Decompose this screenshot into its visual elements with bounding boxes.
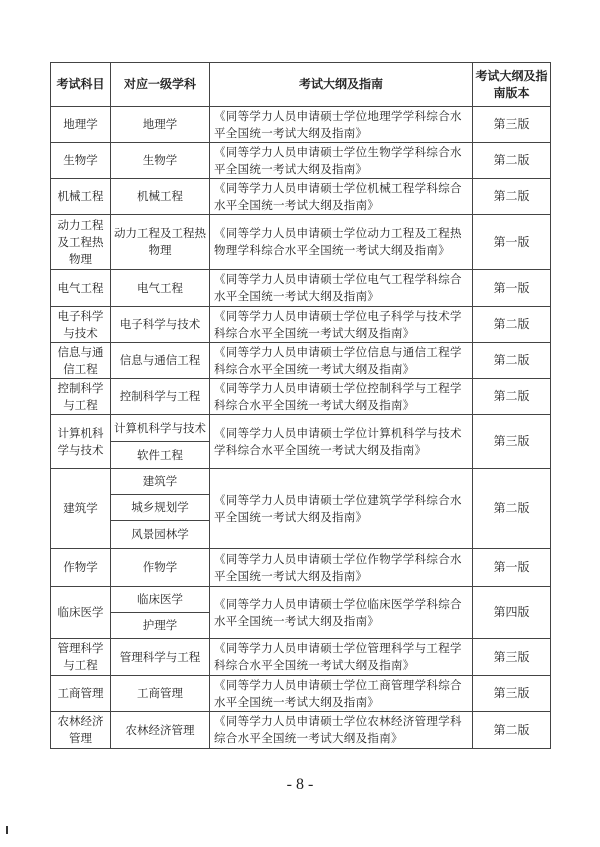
- outline-cell: 《同等学力人员申请硕士学位地理学学科综合水平全国统一考试大纲及指南》: [210, 107, 473, 143]
- version-cell: 第三版: [473, 415, 551, 469]
- discipline-cell: 地理学: [111, 107, 210, 143]
- subject-cell: 计算机科学与技术: [51, 415, 111, 469]
- table-row: [51, 587, 551, 613]
- page-number: - 8 -: [286, 776, 314, 793]
- subject-cell: 信息与通信工程: [51, 343, 111, 379]
- version-cell: 第二版: [473, 307, 551, 343]
- subject-cell: 建筑学: [51, 469, 111, 549]
- discipline-cell: 护理学: [111, 613, 210, 639]
- table-row: [51, 415, 551, 442]
- header-discipline: 对应一级学科: [111, 63, 210, 107]
- subject-cell: 工商管理: [51, 676, 111, 712]
- discipline-cell: 城乡规划学: [111, 495, 210, 521]
- discipline-cell: 管理科学与工程: [111, 639, 210, 676]
- table-row: [51, 676, 551, 712]
- version-cell: 第二版: [473, 469, 551, 549]
- outline-cell: 《同等学力人员申请硕士学位农林经济管理学科综合水平全国统一考试大纲及指南》: [210, 712, 473, 749]
- outline-cell: 《同等学力人员申请硕士学位控制科学与工程学科综合水平全国统一考试大纲及指南》: [210, 379, 473, 415]
- table-row: [51, 549, 551, 587]
- subject-cell: 临床医学: [51, 587, 111, 639]
- outline-cell: 《同等学力人员申请硕士学位管理科学与工程学科综合水平全国统一考试大纲及指南》: [210, 639, 473, 676]
- table-row: [51, 379, 551, 415]
- version-cell: 第三版: [473, 639, 551, 676]
- version-cell: 第一版: [473, 215, 551, 270]
- outline-cell: 《同等学力人员申请硕士学位建筑学学科综合水平全国统一考试大纲及指南》: [210, 469, 473, 549]
- discipline-cell: 生物学: [111, 143, 210, 179]
- discipline-cell: 电气工程: [111, 270, 210, 307]
- discipline-cell: 计算机科学与技术: [111, 415, 210, 442]
- outline-cell: 《同等学力人员申请硕士学位电气工程学科综合水平全国统一考试大纲及指南》: [210, 270, 473, 307]
- version-cell: 第一版: [473, 270, 551, 307]
- subject-cell: 动力工程及工程热物理: [51, 215, 111, 270]
- outline-cell: 《同等学力人员申请硕士学位临床医学学科综合水平全国统一考试大纲及指南》: [210, 587, 473, 639]
- subject-cell: 电子科学与技术: [51, 307, 111, 343]
- discipline-cell: 农林经济管理: [111, 712, 210, 749]
- subject-cell: 生物学: [51, 143, 111, 179]
- subject-cell: 管理科学与工程: [51, 639, 111, 676]
- table-row: [51, 270, 551, 307]
- version-cell: 第二版: [473, 379, 551, 415]
- discipline-cell: 动力工程及工程热物理: [111, 215, 210, 270]
- discipline-cell: 控制科学与工程: [111, 379, 210, 415]
- discipline-cell: 作物学: [111, 549, 210, 587]
- table-row: [51, 107, 551, 143]
- version-cell: 第二版: [473, 712, 551, 749]
- discipline-cell: 信息与通信工程: [111, 343, 210, 379]
- version-cell: 第三版: [473, 676, 551, 712]
- exam-outline-table: [50, 62, 551, 749]
- version-cell: 第一版: [473, 549, 551, 587]
- table-row: [51, 343, 551, 379]
- header-outline: 考试大纲及指南: [210, 63, 473, 107]
- table-row: [51, 179, 551, 215]
- table-row: [51, 307, 551, 343]
- version-cell: 第三版: [473, 107, 551, 143]
- outline-cell: 《同等学力人员申请硕士学位信息与通信工程学科综合水平全国统一考试大纲及指南》: [210, 343, 473, 379]
- version-cell: 第四版: [473, 587, 551, 639]
- table-row: [51, 469, 551, 495]
- discipline-cell: 建筑学: [111, 469, 210, 495]
- discipline-cell: 软件工程: [111, 442, 210, 469]
- table-row: [51, 215, 551, 270]
- subject-cell: 地理学: [51, 107, 111, 143]
- discipline-cell: 电子科学与技术: [111, 307, 210, 343]
- subject-cell: 农林经济管理: [51, 712, 111, 749]
- discipline-cell: 机械工程: [111, 179, 210, 215]
- subject-cell: 机械工程: [51, 179, 111, 215]
- outline-cell: 《同等学力人员申请硕士学位机械工程学科综合水平全国统一考试大纲及指南》: [210, 179, 473, 215]
- table-row: [51, 712, 551, 749]
- subject-cell: 电气工程: [51, 270, 111, 307]
- subject-cell: 控制科学与工程: [51, 379, 111, 415]
- version-cell: 第二版: [473, 343, 551, 379]
- header-version: 考试大纲及指南版本: [473, 63, 551, 107]
- outline-cell: 《同等学力人员申请硕士学位动力工程及工程热物理学科综合水平全国统一考试大纲及指南》: [210, 215, 473, 270]
- scan-mark: [6, 826, 8, 834]
- header-row: [51, 63, 551, 107]
- outline-cell: 《同等学力人员申请硕士学位工商管理学科综合水平全国统一考试大纲及指南》: [210, 676, 473, 712]
- discipline-cell: 临床医学: [111, 587, 210, 613]
- outline-cell: 《同等学力人员申请硕士学位作物学学科综合水平全国统一考试大纲及指南》: [210, 549, 473, 587]
- discipline-cell: 工商管理: [111, 676, 210, 712]
- outline-cell: 《同等学力人员申请硕士学位计算机科学与技术学科综合水平全国统一考试大纲及指南》: [210, 415, 473, 469]
- table-row: [51, 639, 551, 676]
- outline-cell: 《同等学力人员申请硕士学位生物学学科综合水平全国统一考试大纲及指南》: [210, 143, 473, 179]
- discipline-cell: 风景园林学: [111, 521, 210, 549]
- header-subject: 考试科目: [51, 63, 111, 107]
- outline-cell: 《同等学力人员申请硕士学位电子科学与技术学科综合水平全国统一考试大纲及指南》: [210, 307, 473, 343]
- version-cell: 第二版: [473, 143, 551, 179]
- table-row: [51, 143, 551, 179]
- version-cell: 第二版: [473, 179, 551, 215]
- subject-cell: 作物学: [51, 549, 111, 587]
